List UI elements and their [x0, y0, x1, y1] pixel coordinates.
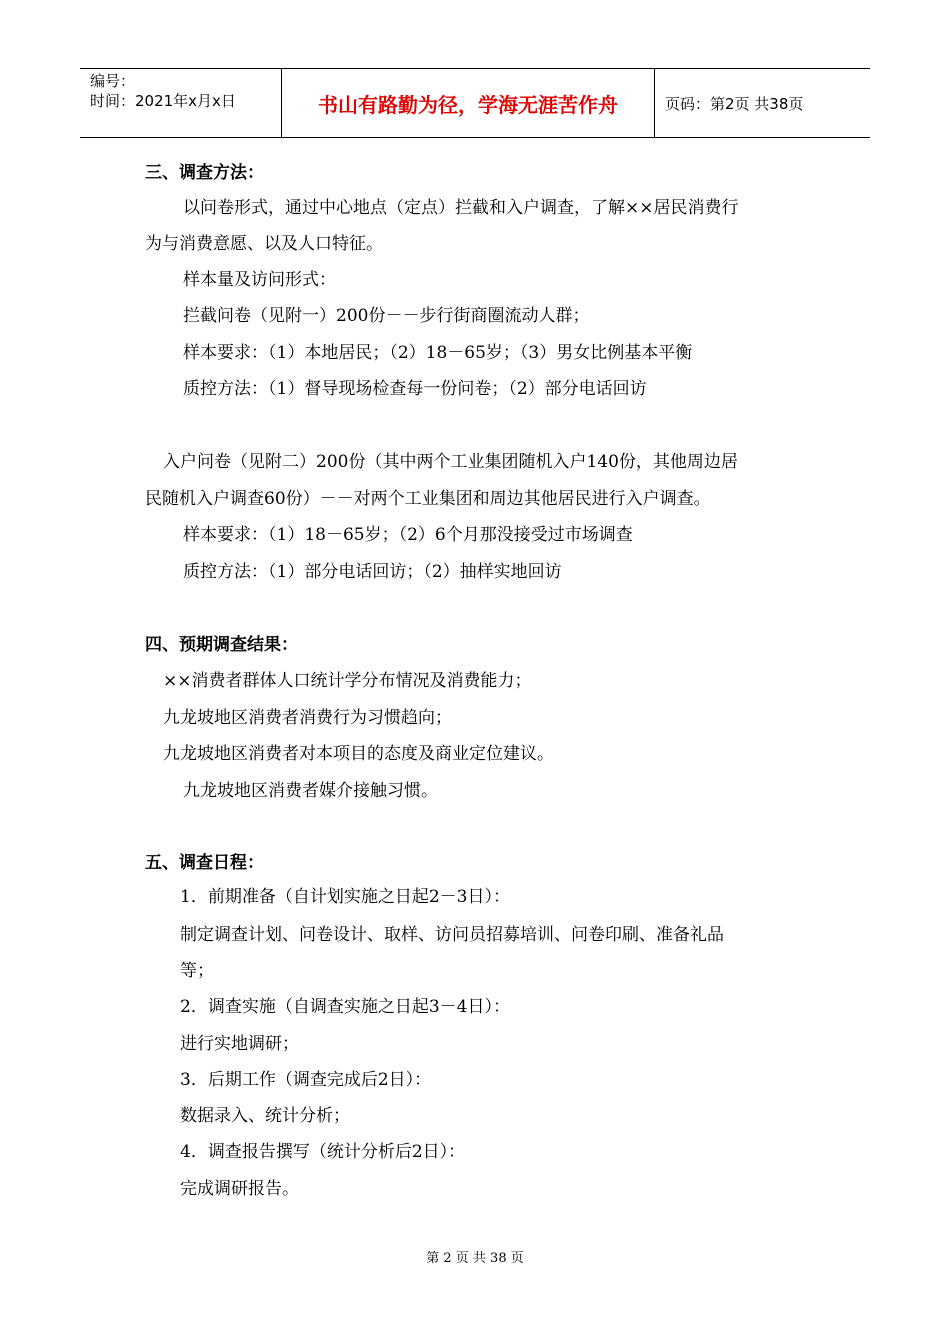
paragraph-line: 等； [180, 961, 214, 981]
paragraph-line: 质控方法：（1）督导现场检查每一份问卷；（2）部分电话回访 [183, 379, 647, 399]
paragraph-line: ××消费者群体人口统计学分布情况及消费能力； [163, 671, 532, 691]
paragraph-line: 拦截问卷（见附一）200份－－步行街商圈流动人群； [183, 306, 590, 326]
paragraph-line: 进行实地调研； [180, 1034, 299, 1054]
section-heading-schedule: 五、调查日程： [145, 853, 264, 873]
paragraph-line: 2．调查实施（自调查实施之日起3－4日）： [180, 997, 510, 1017]
paragraph-line: 数据录入、统计分析； [180, 1106, 350, 1126]
paragraph-line: 完成调研报告。 [180, 1179, 299, 1199]
paragraph-line: 制定调查计划、问卷设计、取样、访问员招募培训、问卷印刷、准备礼品 [180, 925, 724, 945]
date-label: 时间：2021年x月x日 [90, 92, 236, 110]
header-motto: 书山有路勤为径，学海无涯苦作舟 [282, 69, 655, 137]
paragraph-line: 为与消费意愿、以及人口特征。 [145, 234, 383, 254]
paragraph-line: 入户问卷（见附二）200份（其中两个工业集团随机入户140份，其他周边居 [163, 452, 738, 472]
paragraph-line: 以问卷形式，通过中心地点（定点）拦截和入户调查，了解××居民消费行 [183, 198, 739, 218]
header-page-info: 页码：第2页 共38页 [665, 94, 804, 113]
paragraph-line: 质控方法：（1）部分电话回访；（2）抽样实地回访 [183, 562, 562, 582]
paragraph-line: 民随机入户调查60份）－－对两个工业集团和周边其他居民进行入户调查。 [145, 489, 711, 509]
paragraph-line: 4．调查报告撰写（统计分析后2日）： [180, 1142, 466, 1162]
paragraph-line: 样本要求：（1）18－65岁；（2）6个月那没接受过市场调查 [183, 525, 633, 545]
paragraph-line: 九龙坡地区消费者对本项目的态度及商业定位建议。 [163, 744, 554, 764]
page-footer: 第 2 页 共 38 页 [426, 1251, 524, 1266]
header-meta [80, 69, 282, 137]
page-header [80, 68, 870, 138]
paragraph-line: 3．后期工作（调查完成后2日）： [180, 1070, 432, 1090]
paragraph-line: 样本量及访问形式： [183, 270, 336, 290]
section-heading-results: 四、预期调查结果： [145, 635, 298, 655]
section-heading-method: 三、调查方法： [145, 163, 264, 183]
paragraph-line: 1．前期准备（自计划实施之日起2－3日）： [180, 887, 510, 907]
paragraph-line: 样本要求：（1）本地居民；（2）18－65岁；（3）男女比例基本平衡 [183, 343, 693, 363]
number-label: 编号： [90, 72, 136, 90]
paragraph-line: 九龙坡地区消费者媒介接触习惯。 [183, 781, 438, 801]
paragraph-line: 九龙坡地区消费者消费行为习惯趋向； [163, 708, 452, 728]
